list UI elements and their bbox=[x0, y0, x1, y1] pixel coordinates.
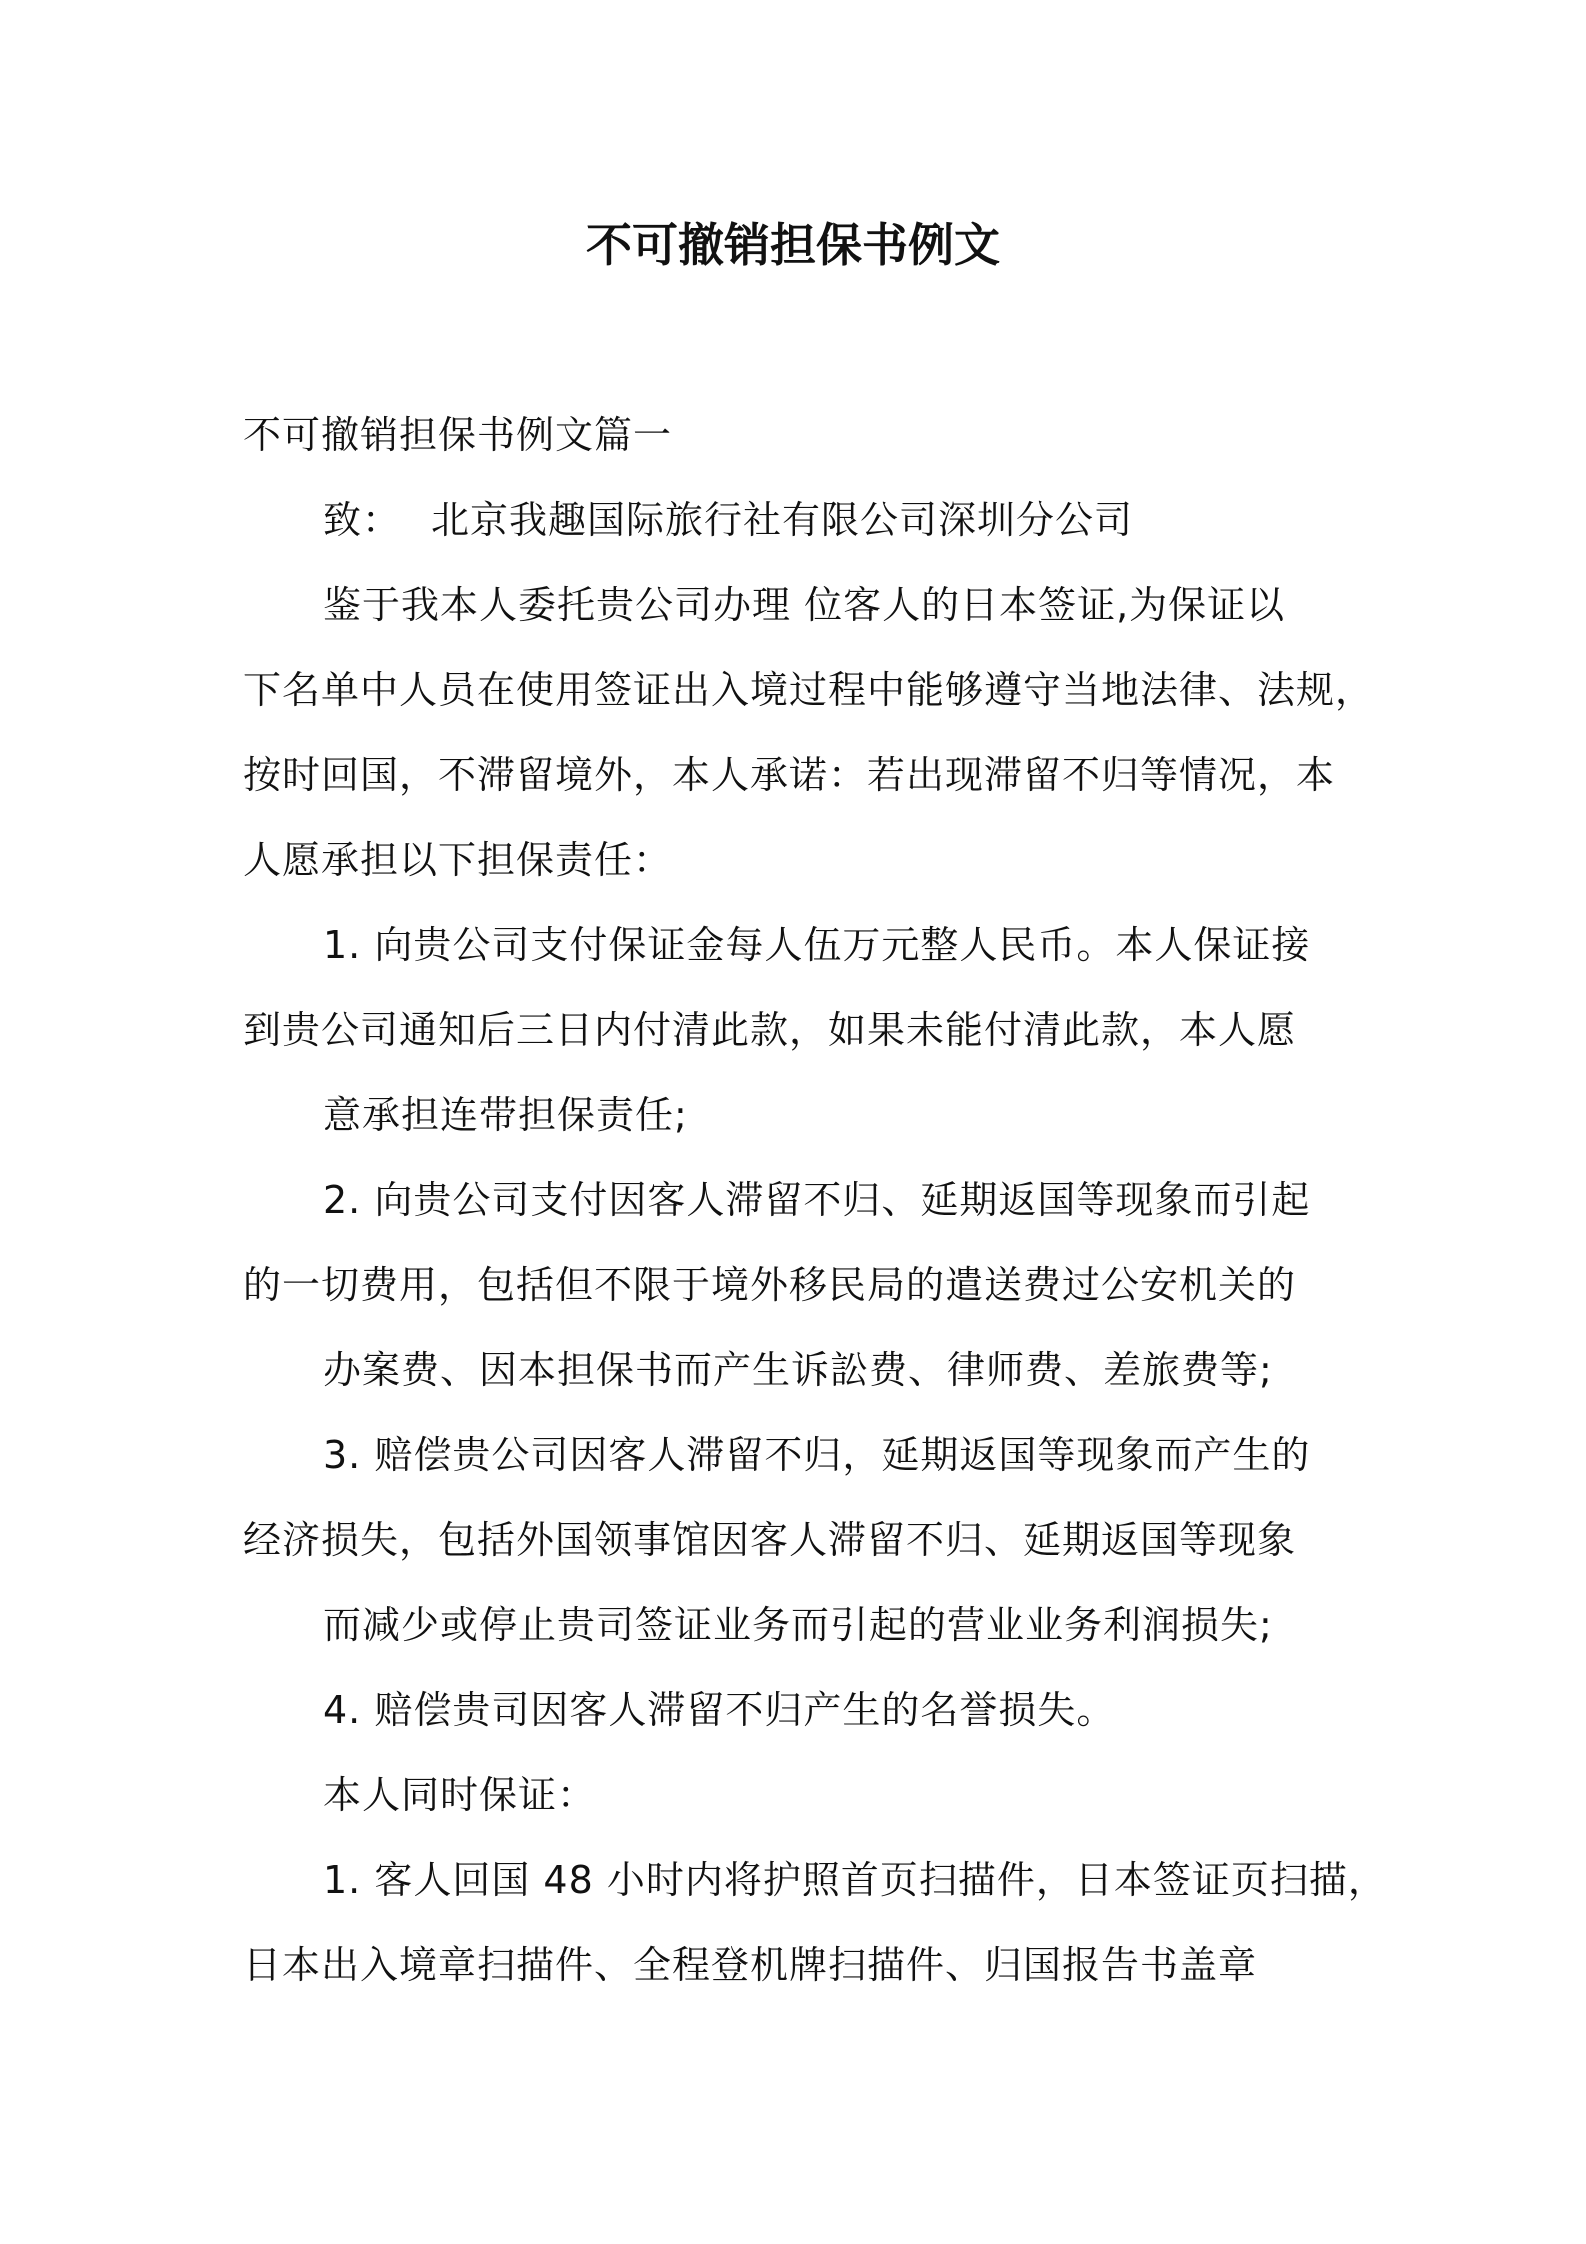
liability-item-3-line: 而减少或停止贵司签证业务而引起的营业业务利润损失; bbox=[323, 1603, 1273, 1647]
section-heading: 不可撤销担保书例文篇一 bbox=[243, 413, 673, 457]
intro-line: 人愿承担以下担保责任： bbox=[243, 838, 673, 882]
guarantee-item-1-line: 日本出入境章扫描件、全程登机牌扫描件、归国报告书盖章 bbox=[243, 1943, 1258, 1987]
guarantee-heading: 本人同时保证： bbox=[323, 1773, 597, 1817]
liability-item-1-line: 到贵公司通知后三日内付清此款，如果未能付清此款，本人愿 bbox=[243, 1008, 1297, 1052]
liability-item-2-line: 2. 向贵公司支付因客人滞留不归、延期返国等现象而引起 bbox=[323, 1178, 1311, 1222]
addressee-label: 致： bbox=[323, 498, 402, 542]
liability-item-1-line: 1. 向贵公司支付保证金每人伍万元整人民币。本人保证接 bbox=[323, 923, 1311, 967]
addressee-name: 北京我趣国际旅行社有限公司深圳分公司 bbox=[431, 498, 1134, 542]
liability-item-2-line: 办案费、因本担保书而产生诉訟费、律师费、差旅费等; bbox=[323, 1348, 1273, 1392]
liability-item-3-line: 3. 赔偿贵公司因客人滞留不归，延期返国等现象而产生的 bbox=[323, 1433, 1311, 1477]
intro-line: 鉴于我本人委托贵公司办理 位客人的日本签证,为保证以 bbox=[323, 583, 1286, 627]
intro-line: 下名单中人员在使用签证出入境过程中能够遵守当地法律、法规， bbox=[243, 668, 1375, 712]
liability-item-3-line: 经济损失，包括外国领事馆因客人滞留不归、延期返国等现象 bbox=[243, 1518, 1297, 1562]
addressee-line bbox=[323, 490, 1133, 550]
guarantee-item-1-line: 1. 客人回国 48 小时内将护照首页扫描件，日本签证页扫描， bbox=[323, 1858, 1387, 1902]
intro-line: 按时回国，不滞留境外，本人承诺：若出现滞留不归等情况，本 bbox=[243, 753, 1336, 797]
liability-item-1-line: 意承担连带担保责任; bbox=[323, 1093, 688, 1137]
liability-item-4-line: 4. 赔偿贵司因客人滞留不归产生的名誉损失。 bbox=[323, 1688, 1116, 1732]
document-title: 不可撤销担保书例文 bbox=[586, 218, 1000, 272]
liability-item-2-line: 的一切费用，包括但不限于境外移民局的遣送费过公安机关的 bbox=[243, 1263, 1297, 1307]
